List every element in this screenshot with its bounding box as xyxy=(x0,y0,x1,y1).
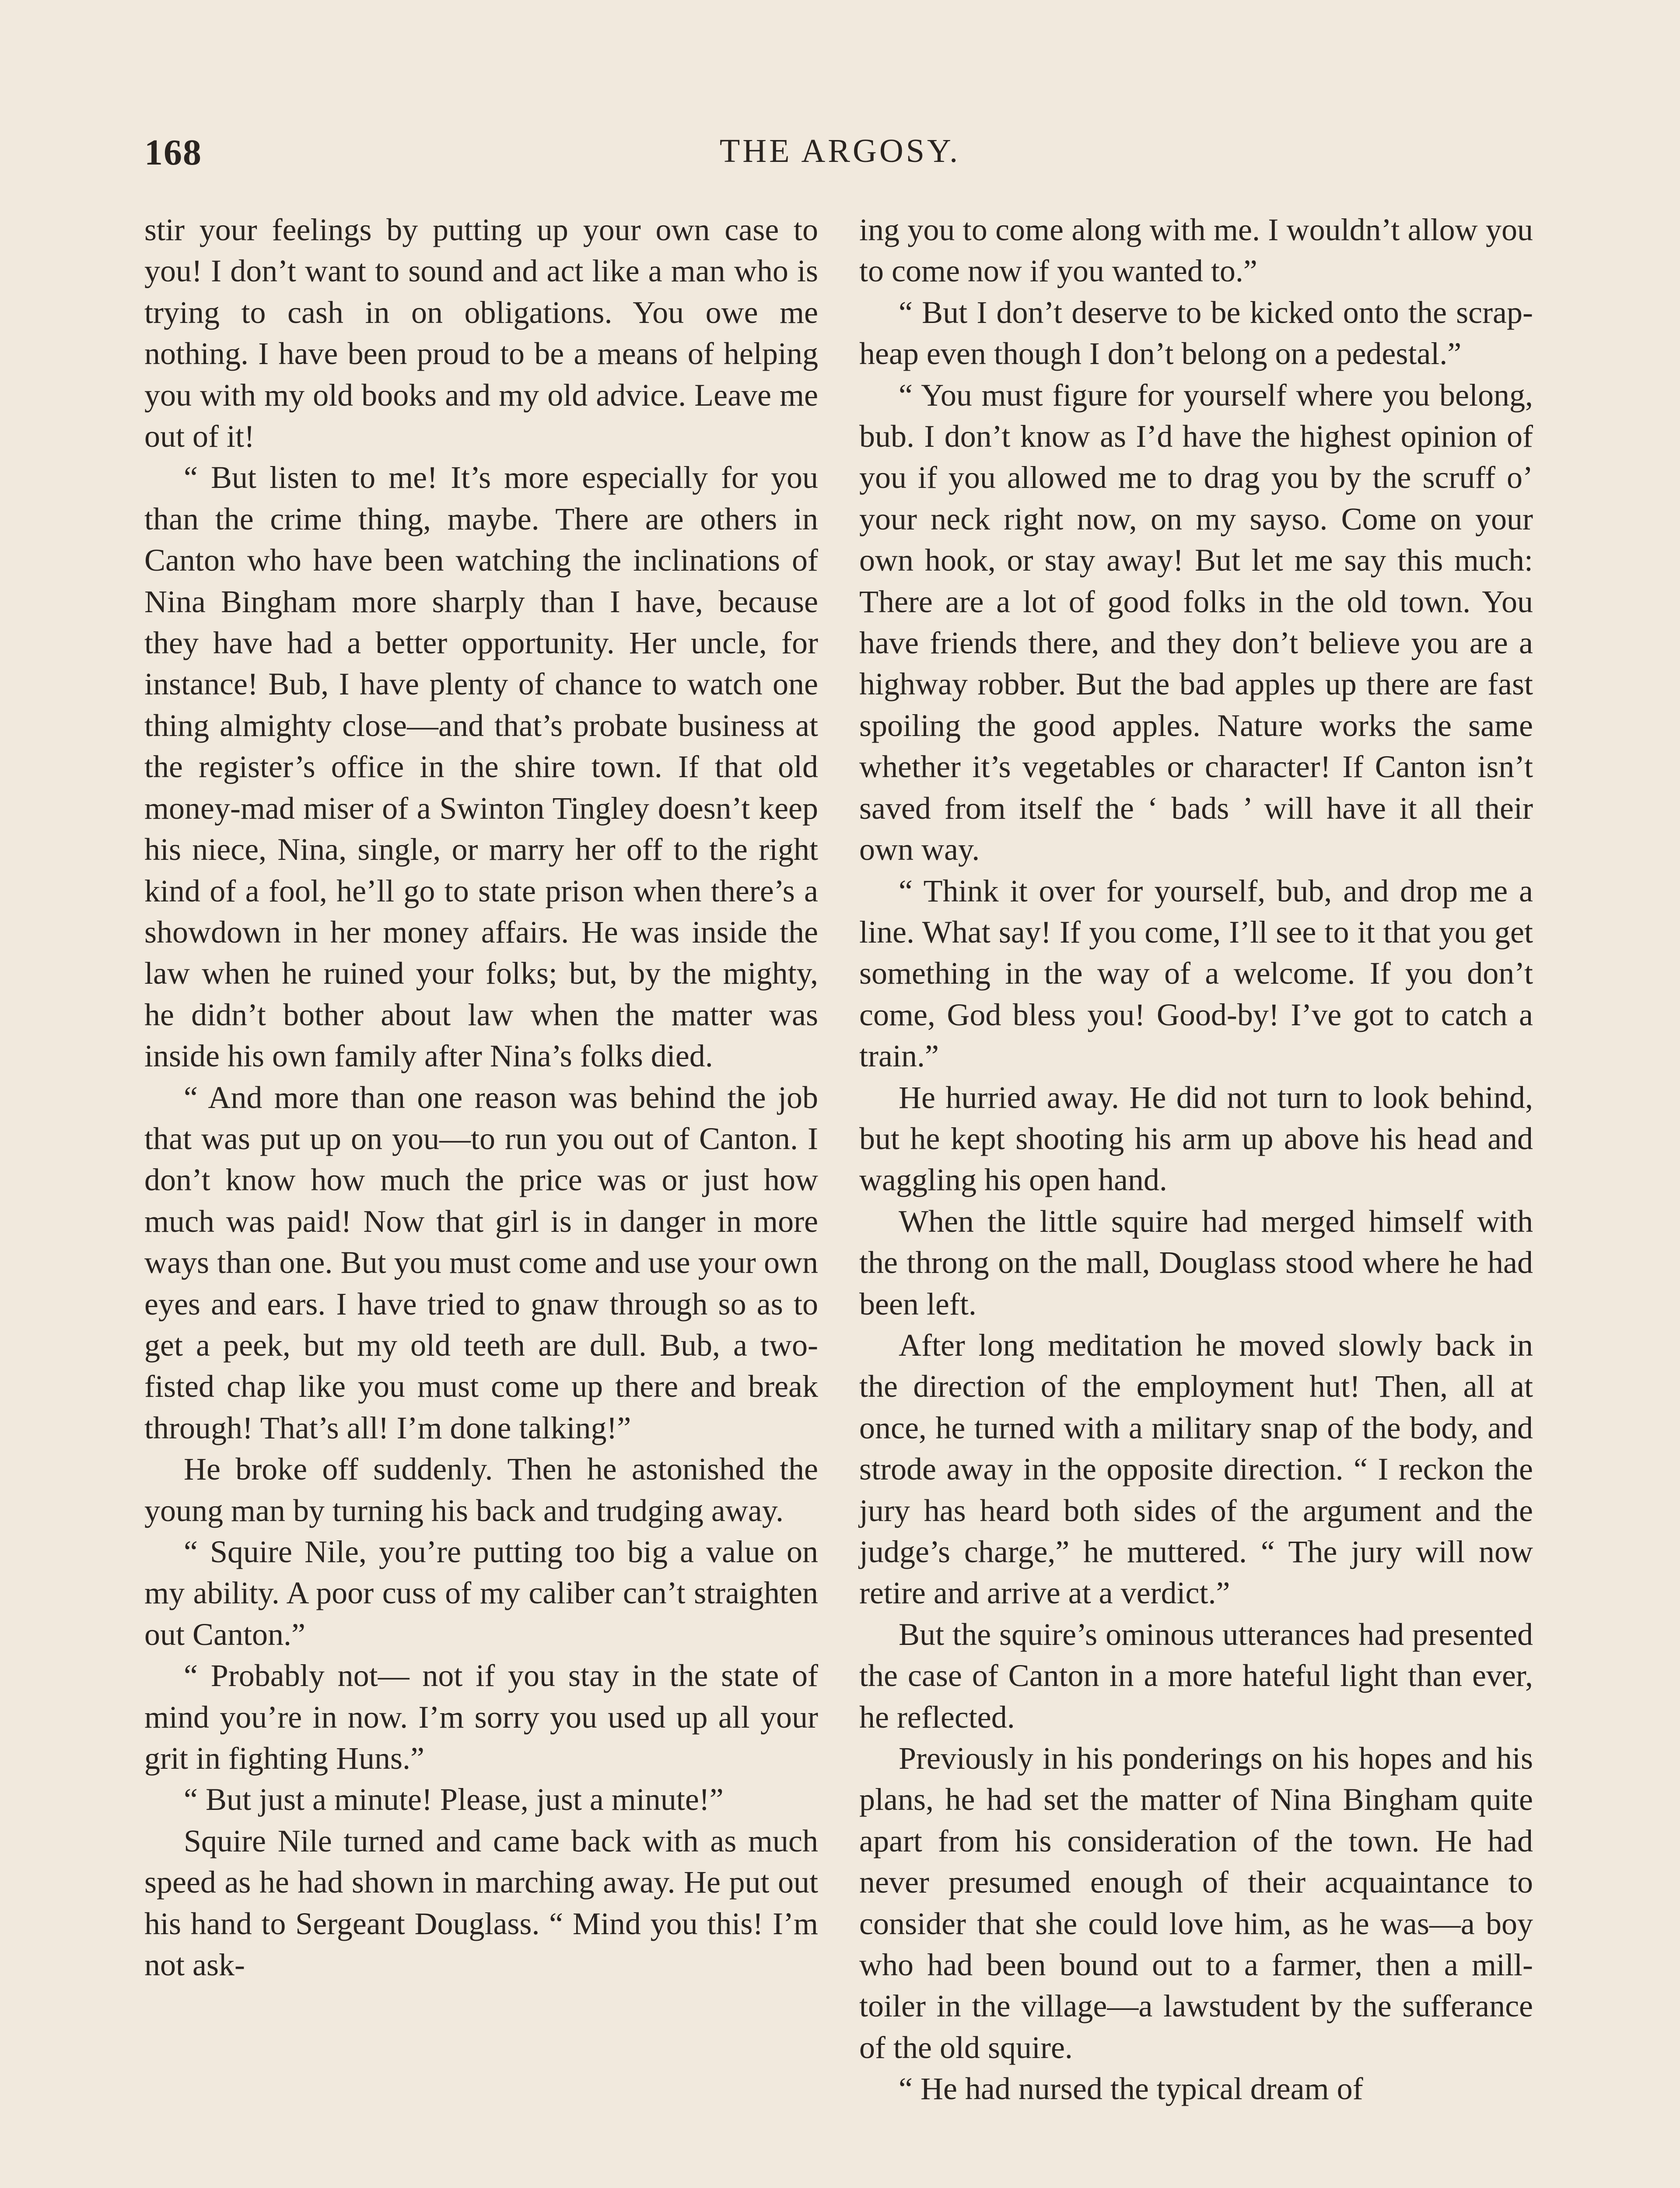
page-number: 168 xyxy=(144,132,202,173)
paragraph: “ Squire Nile, you’re putting too big a value on my ability. A poor cuss of my caliber can’t straighten out Canton.” xyxy=(144,1534,818,1652)
left-column xyxy=(144,209,818,1985)
paragraph: “ Think it over for yourself, bub, and drop me a line. What say! If you come, I’ll see to it that you get something in the way of a welcome. If you don’t come, God bless you! Good-by! I’ve got to catch a train.” xyxy=(859,873,1533,1074)
paragraph: “ But listen to me! It’s more especially for you than the crime thing, maybe. There are others in Canton who have been watching the inclinations of Nina Bingham more sharply than I have, because they have had a better opportunity. Her uncle, for instance! Bub, I have plenty of chance to watch one thing almighty close—and that’s probate business at the register’s office in the shire town. If that old money-mad miser of a Swinton Tingley doesn’t keep his niece, Nina, single, or marry her off to the right kind of a fool, he’ll go to state prison when there’s a showdown in her money affairs. He was inside the law when he ruined your folks; but, by the mighty, he didn’t bother about law when the matter was inside his own family after Nina’s folks died. xyxy=(144,460,818,1074)
paragraph: But the squire’s ominous utterances had presented the case of Canton in a more hateful light than ever, he reflected. xyxy=(859,1616,1533,1735)
right-column xyxy=(859,209,1533,2110)
paragraph: “ But I don’t deserve to be kicked onto the scrap-heap even though I don’t belong on a pedestal.” xyxy=(859,295,1533,372)
paragraph: After long meditation he moved slowly back in the direction of the employment hut! Then, all at once, he turned with a military snap of the body, and strode away in the opposite direction. “ I reckon the jury has heard both sides of the argument and the judge’s charge,” he muttered. “ The jury will now retire and arrive at a verdict.” xyxy=(859,1327,1533,1611)
paragraph: “ And more than one reason was behind the job that was put up on you—to run you out of Canton. I don’t know how much the price was or just how much was paid! Now that girl is in danger in more ways than one. But you must come and use your own eyes and ears. I have tried to gnaw through so as to get a peek, but my old teeth are dull. Bub, a two-fisted chap like you must come up there and break through! That’s all! I’m done talking!” xyxy=(144,1080,818,1445)
paragraph: When the little squire had merged himself with the throng on the mall, Douglass stood where he had been left. xyxy=(859,1203,1533,1322)
paragraph: “ You must figure for yourself where you belong, bub. I don’t know as I’d have the highest opinion of you if you allowed me to drag you by the scruff o’ your neck right now, on my sayso. Come on your own hook, or stay away! But let me say this much: There are a lot of good folks in the old town. You have friends there, and they don’t believe you are a highway robber. But the bad apples up there are fast spoiling the good apples. Nature works the same whether it’s vegetables or character! If Canton isn’t saved from itself the ‘ bads ’ will have it all their own way. xyxy=(859,377,1533,867)
running-head: THE ARGOSY. xyxy=(719,133,961,169)
paragraph: “ But just a minute! Please, just a minute!” xyxy=(184,1782,724,1817)
paragraph: stir your feelings by putting up your own case to you! I don’t want to sound and act like a man who is trying to cash in on obligations. You owe me nothing. I have been proud to be a means of helping you with my old books and my old advice. Leave me out of it! xyxy=(144,212,818,454)
paragraph: ing you to come along with me. I wouldn’t allow you to come now if you wanted to.” xyxy=(859,212,1533,289)
paragraph: Squire Nile turned and came back with as much speed as he had shown in marching away. He put out his hand to Sergeant Douglass. “ Mind you this! I’m not ask- xyxy=(144,1823,818,1983)
page-header xyxy=(144,131,1536,184)
paragraph: He broke off suddenly. Then he astonished the young man by turning his back and trudging away. xyxy=(144,1452,818,1528)
paragraph: Previously in his ponderings on his hopes and his plans, he had set the matter of Nina Bingham quite apart from his consideration of the town. He had never presumed enough of their acquaintance to consider that she could love him, as he was—a boy who had been bound out to a farmer, then a mill-toiler in the village—a lawstudent by the sufferance of the old squire. xyxy=(859,1741,1533,2065)
paragraph: “ Probably not— not if you stay in the state of mind you’re in now. I’m sorry you used up all your grit in fighting Huns.” xyxy=(144,1658,818,1776)
paragraph: He hurried away. He did not turn to look behind, but he kept shooting his arm up above his head and waggling his open hand. xyxy=(859,1080,1533,1198)
paragraph: “ He had nursed the typical dream of xyxy=(899,2071,1363,2107)
